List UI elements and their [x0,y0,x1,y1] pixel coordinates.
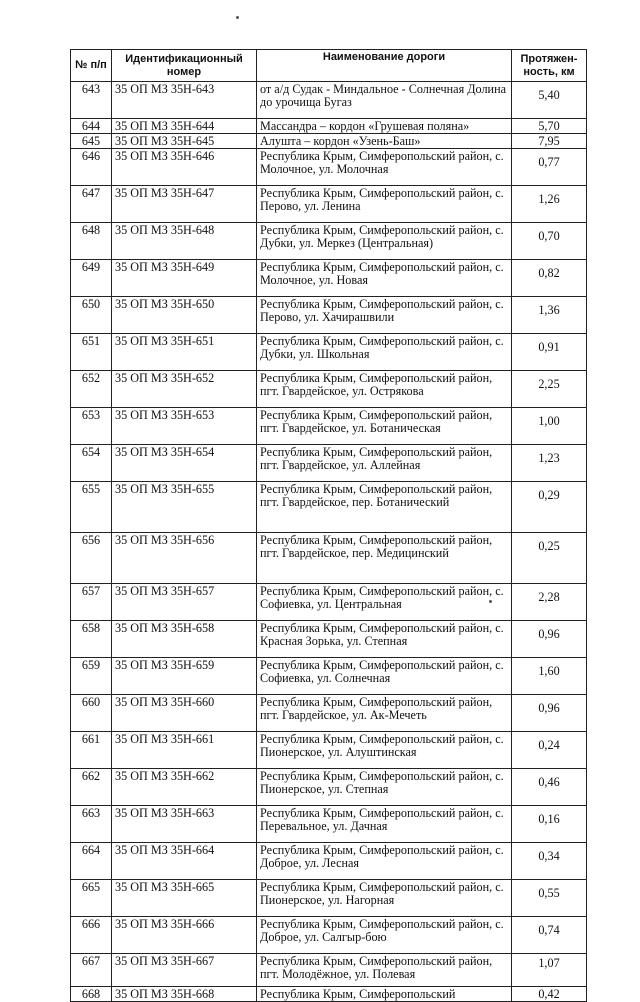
cell-road-name: Республика Крым, Симферопольский район, с. Молочное, ул. Молочная [257,149,512,186]
cell-id: 35 ОП МЗ 35Н-643 [112,82,257,119]
header-num: № п/п [71,50,112,82]
table-row [71,954,587,987]
cell-road-name: Республика Крым, Симферопольский район, с. Софиевка, ул. Солнечная [257,658,512,695]
table-row [71,149,587,186]
cell-id: 35 ОП МЗ 35Н-651 [112,334,257,371]
cell-id: 35 ОП МЗ 35Н-646 [112,149,257,186]
cell-road-name: Республика Крым, Симферопольский район, с. Перевальное, ул. Дачная [257,806,512,843]
cell-road-name: Республика Крым, Симферопольский район, с. Пионерское, ул. Алуштинская [257,732,512,769]
header-length: Протяжен-ность, км [512,50,587,82]
header-name: Наименование дороги [257,50,512,82]
cell-road-name: Алушта – кордон «Узень-Баш» [257,134,512,149]
cell-num: 655 [71,482,112,533]
table-row [71,408,587,445]
table-row [71,223,587,260]
cell-id: 35 ОП МЗ 35Н-650 [112,297,257,334]
table-row [71,134,587,149]
cell-num: 658 [71,621,112,658]
table-row [71,621,587,658]
table-row [71,533,587,584]
table-row [71,917,587,954]
cell-road-name: Республика Крым, Симферопольский район, пгт. Гвардейское, пер. Медицинский [257,533,512,584]
cell-num: 660 [71,695,112,732]
table-row [71,843,587,880]
cell-id: 35 ОП МЗ 35Н-665 [112,880,257,917]
cell-id: 35 ОП МЗ 35Н-648 [112,223,257,260]
cell-length: 1,00 [512,408,587,445]
cell-road-name: Республика Крым, Симферопольский [257,987,512,1002]
table-row [71,769,587,806]
cell-id: 35 ОП МЗ 35Н-663 [112,806,257,843]
cell-id: 35 ОП МЗ 35Н-668 [112,987,257,1002]
cell-length: 1,36 [512,297,587,334]
cell-road-name: Республика Крым, Симферопольский район, с. Доброе, ул. Лесная [257,843,512,880]
cell-length: 0,96 [512,621,587,658]
cell-num: 661 [71,732,112,769]
cell-length: 0,16 [512,806,587,843]
cell-length: 1,23 [512,445,587,482]
cell-length: 0,34 [512,843,587,880]
cell-id: 35 ОП МЗ 35Н-644 [112,119,257,134]
table-row [71,482,587,533]
cell-id: 35 ОП МЗ 35Н-666 [112,917,257,954]
header-id: Идентификационный номер [112,50,257,82]
cell-num: 659 [71,658,112,695]
cell-road-name: Республика Крым, Симферопольский район, с. Красная Зорька, ул. Степная [257,621,512,658]
table-row [71,260,587,297]
cell-length: 0,42 [512,987,587,1002]
cell-id: 35 ОП МЗ 35Н-657 [112,584,257,621]
cell-num: 645 [71,134,112,149]
cell-num: 664 [71,843,112,880]
table-row [71,732,587,769]
cell-road-name: Республика Крым, Симферопольский район, с. Перово, ул. Ленина [257,186,512,223]
cell-road-name: Республика Крым, Симферопольский район, пгт. Гвардейское, ул. Ак-Мечеть [257,695,512,732]
cell-road-name: Республика Крым, Симферопольский район, с. Пионерское, ул. Нагорная [257,880,512,917]
cell-id: 35 ОП МЗ 35Н-656 [112,533,257,584]
cell-length: 1,07 [512,954,587,987]
table-row [71,987,587,1002]
cell-length: 0,70 [512,223,587,260]
cell-num: 663 [71,806,112,843]
table-row [71,445,587,482]
cell-id: 35 ОП МЗ 35Н-647 [112,186,257,223]
cell-road-name: Республика Крым, Симферопольский район, пгт. Гвардейское, ул. Ботаническая [257,408,512,445]
cell-length: 0,82 [512,260,587,297]
cell-road-name: Республика Крым, Симферопольский район, с. Молочное, ул. Новая [257,260,512,297]
cell-id: 35 ОП МЗ 35Н-667 [112,954,257,987]
cell-num: 646 [71,149,112,186]
cell-road-name: Республика Крым, Симферопольский район, с. Перово, ул. Хачирашвили [257,297,512,334]
cell-id: 35 ОП МЗ 35Н-658 [112,621,257,658]
table-row [71,584,587,621]
cell-num: 647 [71,186,112,223]
cell-length: 7,95 [512,134,587,149]
cell-num: 652 [71,371,112,408]
cell-num: 648 [71,223,112,260]
cell-road-name: от а/д Судак - Миндальное - Солнечная Долина до урочища Бугаз [257,82,512,119]
cell-id: 35 ОП МЗ 35Н-662 [112,769,257,806]
cell-num: 643 [71,82,112,119]
cell-length: 2,25 [512,371,587,408]
cell-length: 0,46 [512,769,587,806]
cell-id: 35 ОП МЗ 35Н-653 [112,408,257,445]
cell-num: 662 [71,769,112,806]
cell-road-name: Республика Крым, Симферопольский район, пгт. Гвардейское, ул. Аллейная [257,445,512,482]
cell-id: 35 ОП МЗ 35Н-652 [112,371,257,408]
cell-num: 668 [71,987,112,1002]
cell-id: 35 ОП МЗ 35Н-660 [112,695,257,732]
cell-num: 653 [71,408,112,445]
cell-length: 0,29 [512,482,587,533]
cell-length: 5,70 [512,119,587,134]
cell-id: 35 ОП МЗ 35Н-661 [112,732,257,769]
cell-length: 1,60 [512,658,587,695]
cell-num: 656 [71,533,112,584]
table-body [71,82,587,1002]
cell-id: 35 ОП МЗ 35Н-655 [112,482,257,533]
cell-id: 35 ОП МЗ 35Н-649 [112,260,257,297]
cell-length: 0,55 [512,880,587,917]
scan-speck [236,16,239,19]
table-row [71,880,587,917]
cell-num: 654 [71,445,112,482]
table-row [71,297,587,334]
cell-length: 0,96 [512,695,587,732]
table-row [71,695,587,732]
table-row [71,371,587,408]
cell-id: 35 ОП МЗ 35Н-645 [112,134,257,149]
cell-num: 649 [71,260,112,297]
cell-length: 0,24 [512,732,587,769]
cell-road-name: Республика Крым, Симферопольский район, пгт. Молодёжное, ул. Полевая [257,954,512,987]
cell-length: 0,25 [512,533,587,584]
cell-id: 35 ОП МЗ 35Н-659 [112,658,257,695]
roads-table [70,49,587,1002]
cell-road-name: Массандра – кордон «Грушевая поляна» [257,119,512,134]
scan-speck [489,600,492,603]
cell-length: 2,28 [512,584,587,621]
cell-num: 667 [71,954,112,987]
table-row [71,658,587,695]
cell-road-name: Республика Крым, Симферопольский район, с. Пионерское, ул. Степная [257,769,512,806]
cell-road-name: Республика Крым, Симферопольский район, пгт. Гвардейское, ул. Острякова [257,371,512,408]
table-row [71,82,587,119]
cell-road-name: Республика Крым, Симферопольский район, с. Дубки, ул. Школьная [257,334,512,371]
cell-num: 644 [71,119,112,134]
cell-road-name: Республика Крым, Симферопольский район, с. Доброе, ул. Салгыр-бою [257,917,512,954]
cell-length: 1,26 [512,186,587,223]
cell-num: 650 [71,297,112,334]
cell-road-name: Республика Крым, Симферопольский район, с. Дубки, ул. Меркез (Центральная) [257,223,512,260]
cell-length: 0,77 [512,149,587,186]
table-header [71,50,587,82]
table-row [71,186,587,223]
cell-num: 657 [71,584,112,621]
cell-road-name: Республика Крым, Симферопольский район, с. Софиевка, ул. Центральная [257,584,512,621]
table-row [71,119,587,134]
cell-id: 35 ОП МЗ 35Н-654 [112,445,257,482]
cell-length: 0,74 [512,917,587,954]
cell-length: 0,91 [512,334,587,371]
cell-length: 5,40 [512,82,587,119]
table-row [71,806,587,843]
cell-road-name: Республика Крым, Симферопольский район, пгт. Гвардейское, пер. Ботанический [257,482,512,533]
cell-id: 35 ОП МЗ 35Н-664 [112,843,257,880]
cell-num: 651 [71,334,112,371]
table-row [71,334,587,371]
cell-num: 665 [71,880,112,917]
cell-num: 666 [71,917,112,954]
